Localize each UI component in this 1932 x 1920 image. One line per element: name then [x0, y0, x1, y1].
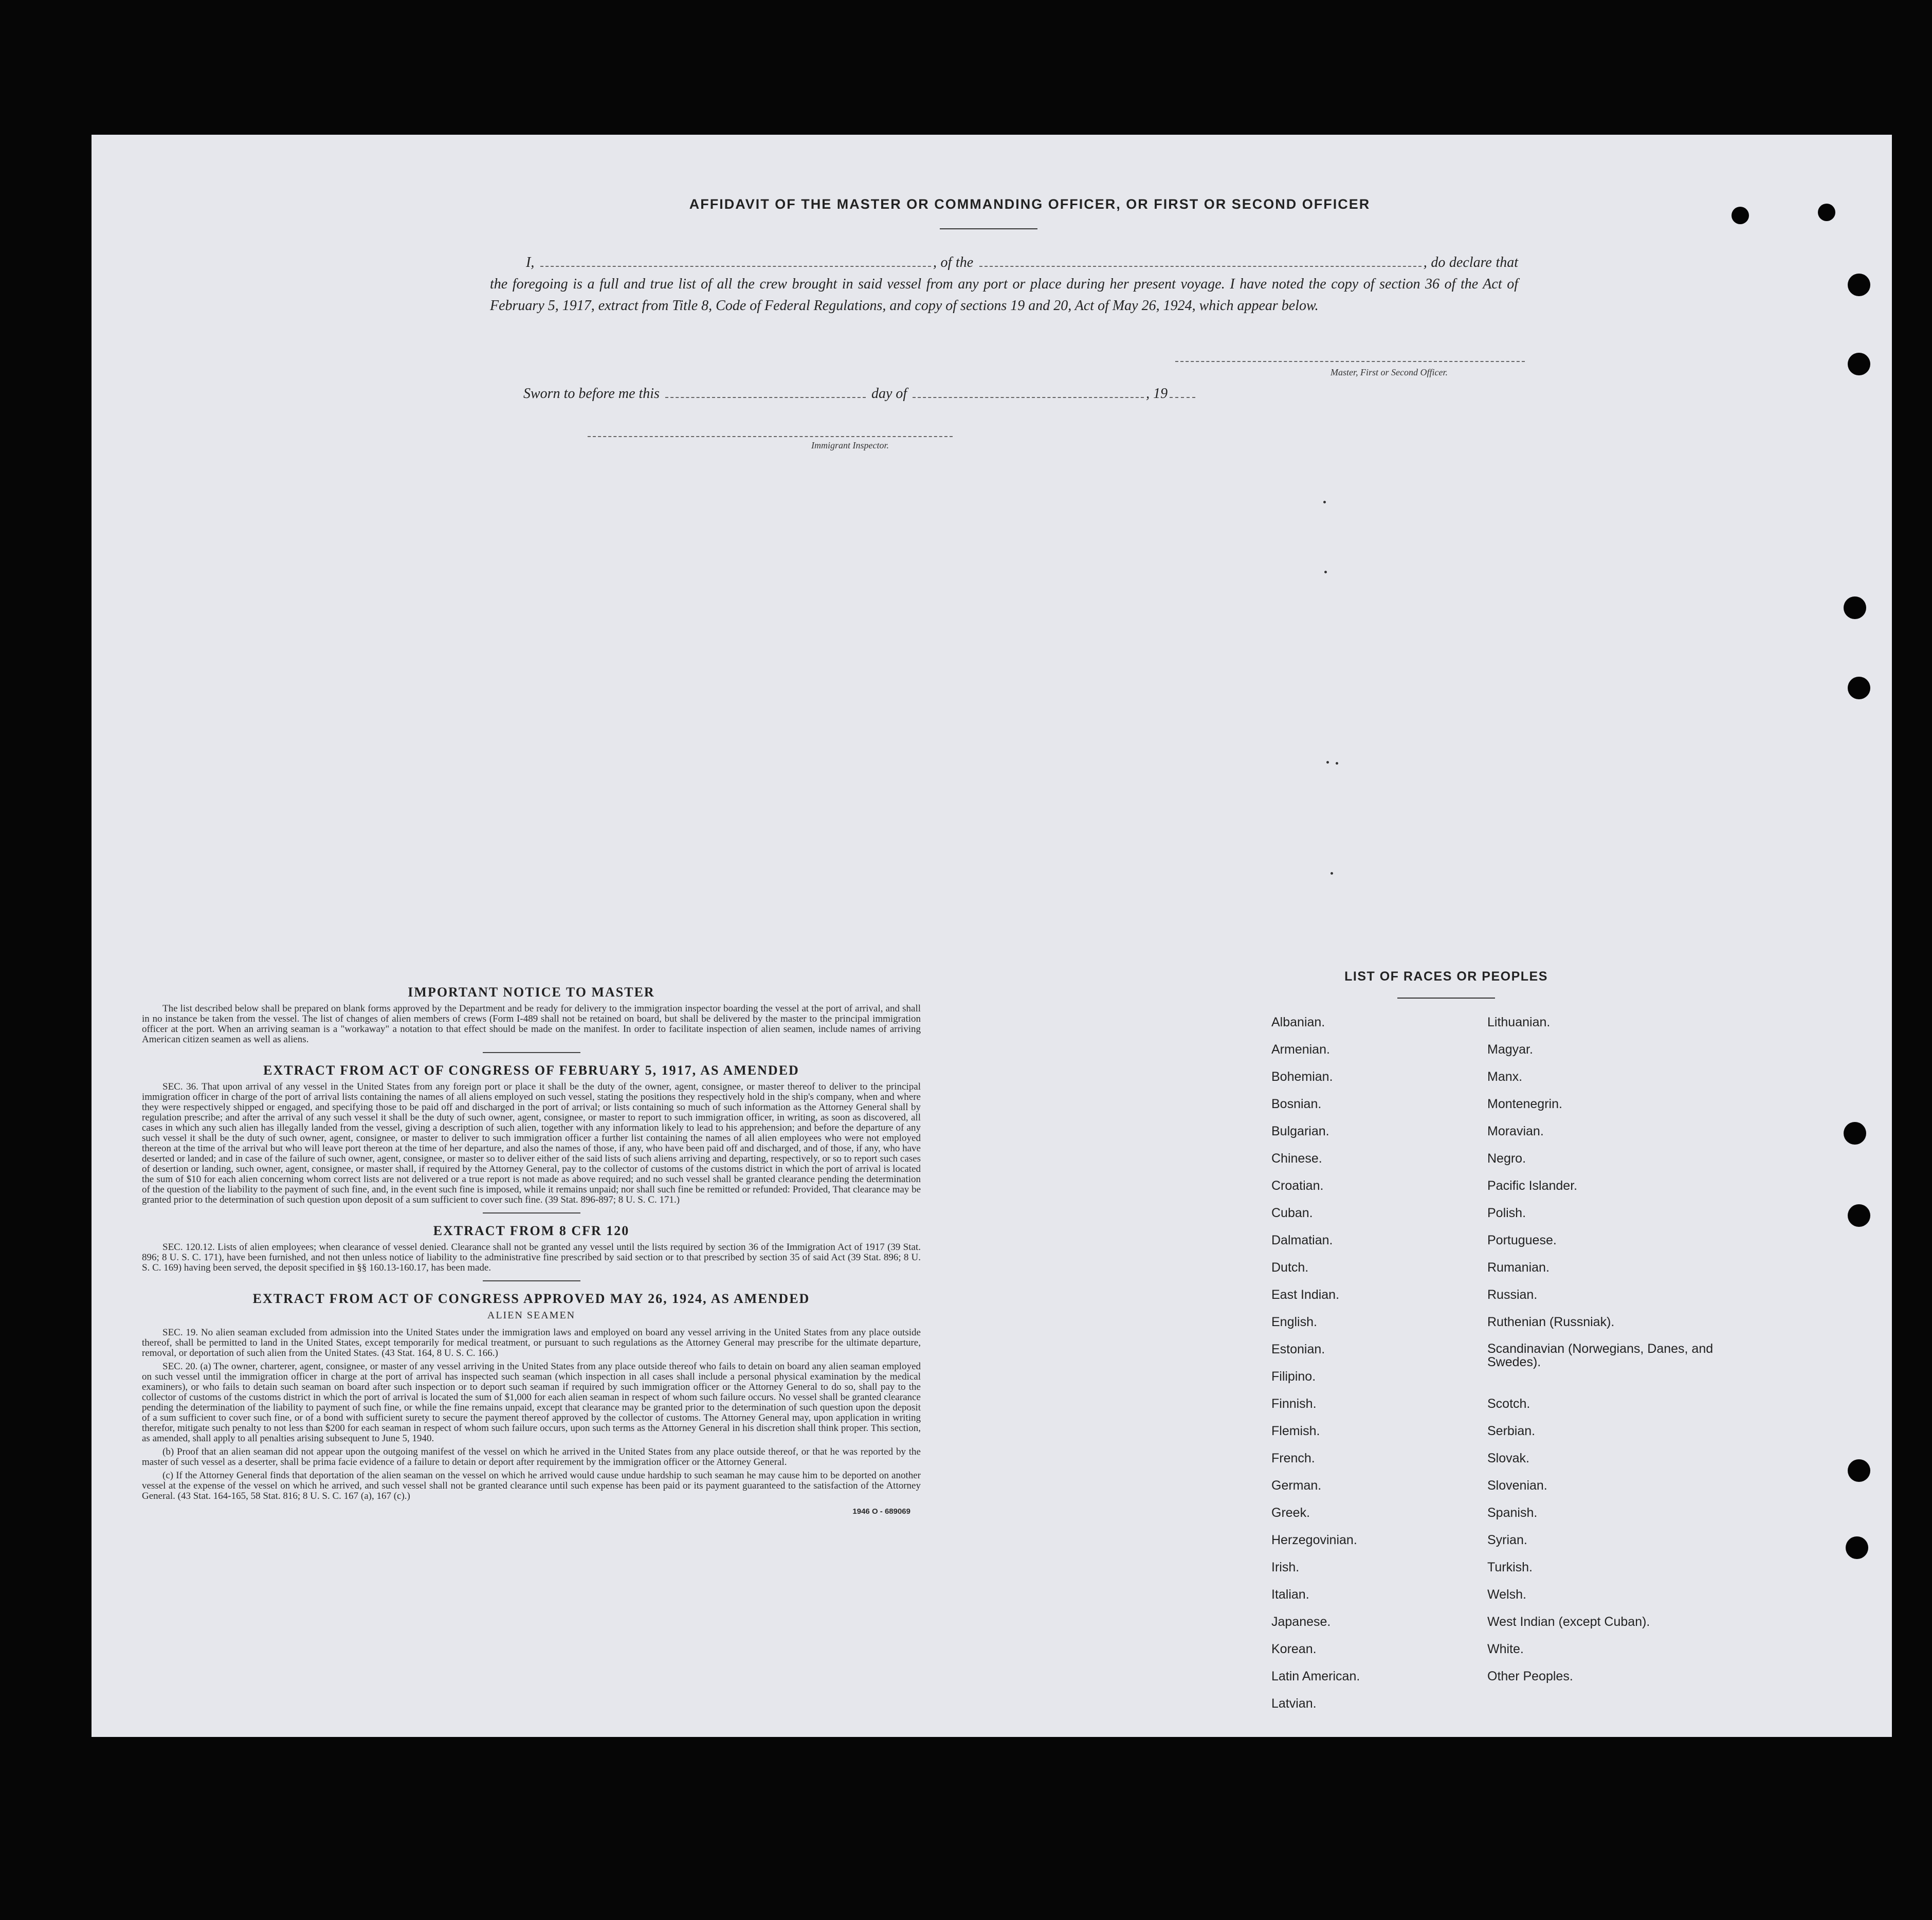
race-item: Rumanian. — [1487, 1260, 1550, 1275]
sworn-year-field[interactable] — [1170, 397, 1195, 398]
race-item: Albanian. — [1271, 1015, 1325, 1029]
sworn-day-field[interactable] — [665, 397, 866, 398]
race-item: Other Peoples. — [1487, 1669, 1573, 1683]
extract-8cfr-text: SEC. 120.12. Lists of alien employees; when clearance of vessel denied. Clearance shall not be granted any vessel until the lists required by section 36 of the Immigration Act of 1917 (39 Stat. 896; 8 U. S. C. 171), have been furnished, and not then unless notice of liability to the administrative fine prescribed by said section or to that prescribed by section 35 of said Act (39 Stat. 896; 8 U. S. C. 169) having been served, the deposit specified in §§ 160.13-160.17, has been made. — [142, 1242, 921, 1273]
print-code: 1946 O - 689069 — [852, 1507, 910, 1516]
extract-1924-title: EXTRACT FROM ACT OF CONGRESS APPROVED MAY 26, 1924, AS AMENDED — [252, 1291, 810, 1306]
race-item: Filipino. — [1271, 1369, 1316, 1384]
race-item: Russian. — [1487, 1288, 1538, 1302]
sec-20a-text: SEC. 20. (a) The owner, charterer, agent, consignee, or master of any vessel arriving in the United States from any place outside thereof who fails to detain on board any alien seaman employed on such vessel until the immigration officer in charge at the port of arrival has inspected such seaman (which inspection in all cases shall include a personal physical examination by the medical examiners), or who fails to detain such seaman on board after such inspection or to deport such seaman if required by such immigration officer or the Attorney General to do so, shall pay to the collector of customs of the customs district in which the port of arrival is located the sum of $1,000 for each alien seaman in respect of whom such failure occurs. No vessel shall be granted clearance pending the determination of the liability to payment of such fine, or while the fine remains unpaid, except that clearance may be granted prior to the determination of such question upon the deposit of a sum sufficient to cover such fine, or of a bond with sufficient surety to secure the payment thereof approved by the collector of customs. The Attorney General may, upon application in writing therefor, mitigate such penalty to not less than $200 for each seaman in respect of whom such failure occurs, upon such terms as the Attorney General in his discretion shall think proper. This section, as amended, shall apply to all penalties arising subsequent to June 5, 1940. — [142, 1361, 921, 1444]
race-item: Cuban. — [1271, 1206, 1313, 1220]
race-item: Greek. — [1271, 1506, 1310, 1520]
master-signature-caption: Master, First or Second Officer. — [1330, 367, 1448, 377]
race-item: Portuguese. — [1487, 1233, 1557, 1247]
binder-hole — [1844, 1122, 1866, 1145]
of-the-label: , of the — [933, 255, 974, 270]
binder-hole — [1731, 207, 1749, 224]
race-item: Dalmatian. — [1271, 1233, 1333, 1247]
race-item: Magyar. — [1487, 1042, 1533, 1057]
sec-20c-text: (c) If the Attorney General finds that deportation of the alien seaman on the vessel on which he arrived would cause undue hardship to such seaman he may cause him to be deported on another vessel at the expense of the vessel on which he arrived, and such vessel shall not be granted clearance until such expense has been paid or its payment guaranteed to the satisfaction of the Attorney General. (43 Stat. 164-165, 58 Stat. 816; 8 U. S. C. 167 (a), 167 (c).) — [142, 1470, 921, 1501]
speck — [1323, 501, 1326, 503]
race-item: Negro. — [1487, 1151, 1526, 1166]
section-rule — [483, 1052, 580, 1053]
race-item: Dutch. — [1271, 1260, 1309, 1275]
race-item: Welsh. — [1487, 1587, 1526, 1602]
race-item: Pacific Islander. — [1487, 1179, 1578, 1193]
race-item: Spanish. — [1487, 1506, 1538, 1520]
binder-hole — [1848, 1459, 1870, 1482]
race-item: Irish. — [1271, 1560, 1300, 1574]
race-item: Slovenian. — [1487, 1478, 1547, 1493]
binder-hole — [1848, 677, 1870, 699]
race-item: Lithuanian. — [1487, 1015, 1551, 1029]
binder-hole — [1848, 274, 1870, 296]
race-item: West Indian (except Cuban). — [1487, 1615, 1650, 1629]
notice-text: The list described below shall be prepared on blank forms approved by the Department and be ready for delivery to the immigration inspector boarding the vessel at the port of arrival, and shall in no instance be taken from the vessel. The list of changes of alien members of crews (Form I-489 shall not be retained on board, but shall be delivered by the master to the principal immigration officer at the port. When an arriving seaman is a "workaway" a notation to that effect should be made on the manifest. In order to facilitate inspection of alien seamen, include names of arriving American citizen seamen as well as aliens. — [142, 1003, 921, 1045]
race-item: Bohemian. — [1271, 1070, 1333, 1084]
speck — [1336, 762, 1338, 765]
sec-19-text: SEC. 19. No alien seaman excluded from admission into the United States under the immigration laws and employed on board any vessel arriving in the United States from any place outside thereof, shall be permitted to land in the United States, except temporarily for medical treatment, or pursuant to such regulations as the Attorney General may prescribe for the ultimate departure, removal, or deportation of such alien from the United States. (43 Stat. 164, 8 U. S. C. 166.) — [142, 1327, 921, 1359]
race-item: Latin American. — [1271, 1669, 1360, 1683]
sworn-line — [523, 384, 1346, 404]
races-title: LIST OF RACES OR PEOPLES — [1344, 969, 1548, 984]
race-item: Flemish. — [1271, 1424, 1320, 1438]
race-item: English. — [1271, 1315, 1317, 1329]
binder-hole — [1848, 353, 1870, 375]
race-item: German. — [1271, 1478, 1322, 1493]
race-item: Syrian. — [1487, 1533, 1527, 1547]
race-item: French. — [1271, 1451, 1315, 1465]
race-item: Croatian. — [1271, 1179, 1324, 1193]
race-item: White. — [1487, 1642, 1524, 1656]
sworn-month-field[interactable] — [913, 397, 1144, 398]
race-item: Serbian. — [1487, 1424, 1536, 1438]
affidavit-body — [490, 252, 1518, 317]
affidavit-title: AFFIDAVIT OF THE MASTER OR COMMANDING OFFICER, OR FIRST OR SECOND OFFICER — [689, 196, 1371, 212]
races-list-right — [1487, 1009, 1744, 1690]
races-list-left — [1271, 1009, 1477, 1717]
declarant-label: I, — [526, 255, 535, 270]
race-item: Bulgarian. — [1271, 1124, 1329, 1138]
master-signature-field[interactable] — [1175, 361, 1525, 362]
inspector-signature-field[interactable] — [588, 436, 953, 437]
race-item: Armenian. — [1271, 1042, 1330, 1057]
sworn-label: Sworn to before me this — [523, 386, 660, 402]
race-item: Scandinavian (Norwegians, Danes, and Swedes). — [1487, 1342, 1714, 1369]
title-rule — [940, 228, 1037, 229]
sec-20b-text: (b) Proof that an alien seaman did not appear upon the outgoing manifest of the vessel on which he arrived in the United States from any place outside thereof, or that he was reported by the master of such vessel as a deserter, shall be prima facie evidence of a failure to detain or deport after requirement by the immigration officer or the Attorney General. — [142, 1446, 921, 1468]
race-item: Ruthenian (Russniak). — [1487, 1315, 1615, 1329]
race-item: Japanese. — [1271, 1615, 1331, 1629]
race-item: Turkish. — [1487, 1560, 1533, 1574]
binder-hole — [1818, 204, 1835, 221]
section-rule — [483, 1280, 580, 1281]
race-item: Latvian. — [1271, 1696, 1317, 1711]
binder-hole — [1844, 596, 1866, 619]
race-item: East Indian. — [1271, 1288, 1340, 1302]
vessel-name-field[interactable] — [979, 266, 1421, 267]
race-item: Polish. — [1487, 1206, 1526, 1220]
section-rule — [483, 1212, 580, 1213]
do-declare-label: , do declare — [1423, 255, 1492, 270]
race-item: Finnish. — [1271, 1397, 1317, 1411]
speck — [1330, 872, 1333, 875]
day-of-label: day of — [871, 386, 907, 402]
race-item: Bosnian. — [1271, 1097, 1322, 1111]
race-item: Herzegovinian. — [1271, 1533, 1357, 1547]
race-item: Korean. — [1271, 1642, 1317, 1656]
notice-title: IMPORTANT NOTICE TO MASTER — [408, 985, 655, 1000]
race-item: Scotch. — [1487, 1397, 1530, 1411]
extract-1917-text: SEC. 36. That upon arrival of any vessel in the United States from any foreign port or place it shall be the duty of the owner, agent, consignee, or master thereof to deliver to the principal immigration officer in charge of the port of arrival lists containing the names of all aliens employed on such vessel, stating the positions they respectively hold in the ship's company, when and where they were respectively shipped or engaged, and specifying those to be paid off and discharged in the port of arrival; or lists containing so much of such information as the Attorney General shall by regulation prescribe; and after the arrival of any such vessel it shall be the duty of such owner, agent, consignee, or master to report to such immigration officer, in writing, as soon as discovered, all cases in which any such alien has illegally landed from the vessel, giving a description of such alien, together with any information likely to lead to his apprehension; and before the departure of any such vessel it shall be the duty of such owner, agent, consignee, or master to deliver to such immigration officer a further list containing the names of all alien employees who were not employed thereon at the time of the arrival but who will leave port thereon at the time of her departure, and also the names of those, if any, who have been paid off and discharged, and of those, if any, who have deserted or landed; and in case of the failure of such owner, agent, consignee, or master so to deliver either of the said lists of such aliens arriving and departing, respectively, or so to report such cases of desertion or landing, such owner, agent, consignee, or master shall, if required by the Attorney General, pay to the collector of customs of the customs district in which the port of arrival is located the sum of $10 for each alien concerning whom correct lists are not delivered or a true report is not made as above required; and no such vessel shall be granted clearance pending the determination of the question of the liability to the payment of such fine, and, in the event such fine is imposed, while it remains unpaid; nor shall such fine be remitted or refunded: Provided, That clearance may be granted prior to the determination of such question upon deposit of a sum sufficient to cover such fine. (39 Stat. 896-897; 8 U. S. C. 171.) — [142, 1081, 921, 1205]
year-label: , 19 — [1146, 386, 1168, 402]
affidavit-text: that the foregoing is a full and true list of all the crew brought in said vessel from any port or place during her present voyage. I have noted the copy of section 36 of the Act of February 5, 1917, extract from Title 8, Code of Federal Regulations, and copy of sections 19 and 20, Act of May 26, 1924, which appear below. — [490, 255, 1519, 314]
race-item: Italian. — [1271, 1587, 1309, 1602]
race-item: Chinese. — [1271, 1151, 1322, 1166]
race-item: Montenegrin. — [1487, 1097, 1562, 1111]
extract-1917-title: EXTRACT FROM ACT OF CONGRESS OF FEBRUARY 5, 1917, AS AMENDED — [263, 1063, 799, 1078]
notice-column — [142, 987, 921, 1517]
race-item: Slovak. — [1487, 1451, 1529, 1465]
race-item: Estonian. — [1271, 1342, 1325, 1356]
extract-8cfr-title: EXTRACT FROM 8 CFR 120 — [433, 1223, 630, 1238]
races-rule — [1397, 998, 1495, 999]
alien-seamen-subtitle: ALIEN SEAMEN — [487, 1310, 576, 1321]
inspector-signature-caption: Immigrant Inspector. — [811, 440, 889, 450]
race-item: Manx. — [1487, 1070, 1523, 1084]
binder-hole — [1848, 1204, 1870, 1227]
speck — [1326, 761, 1329, 764]
race-item: Moravian. — [1487, 1124, 1544, 1138]
binder-hole — [1846, 1536, 1868, 1559]
declarant-name-field[interactable] — [540, 266, 931, 267]
form-sheet — [92, 135, 1892, 1737]
speck — [1324, 571, 1327, 573]
